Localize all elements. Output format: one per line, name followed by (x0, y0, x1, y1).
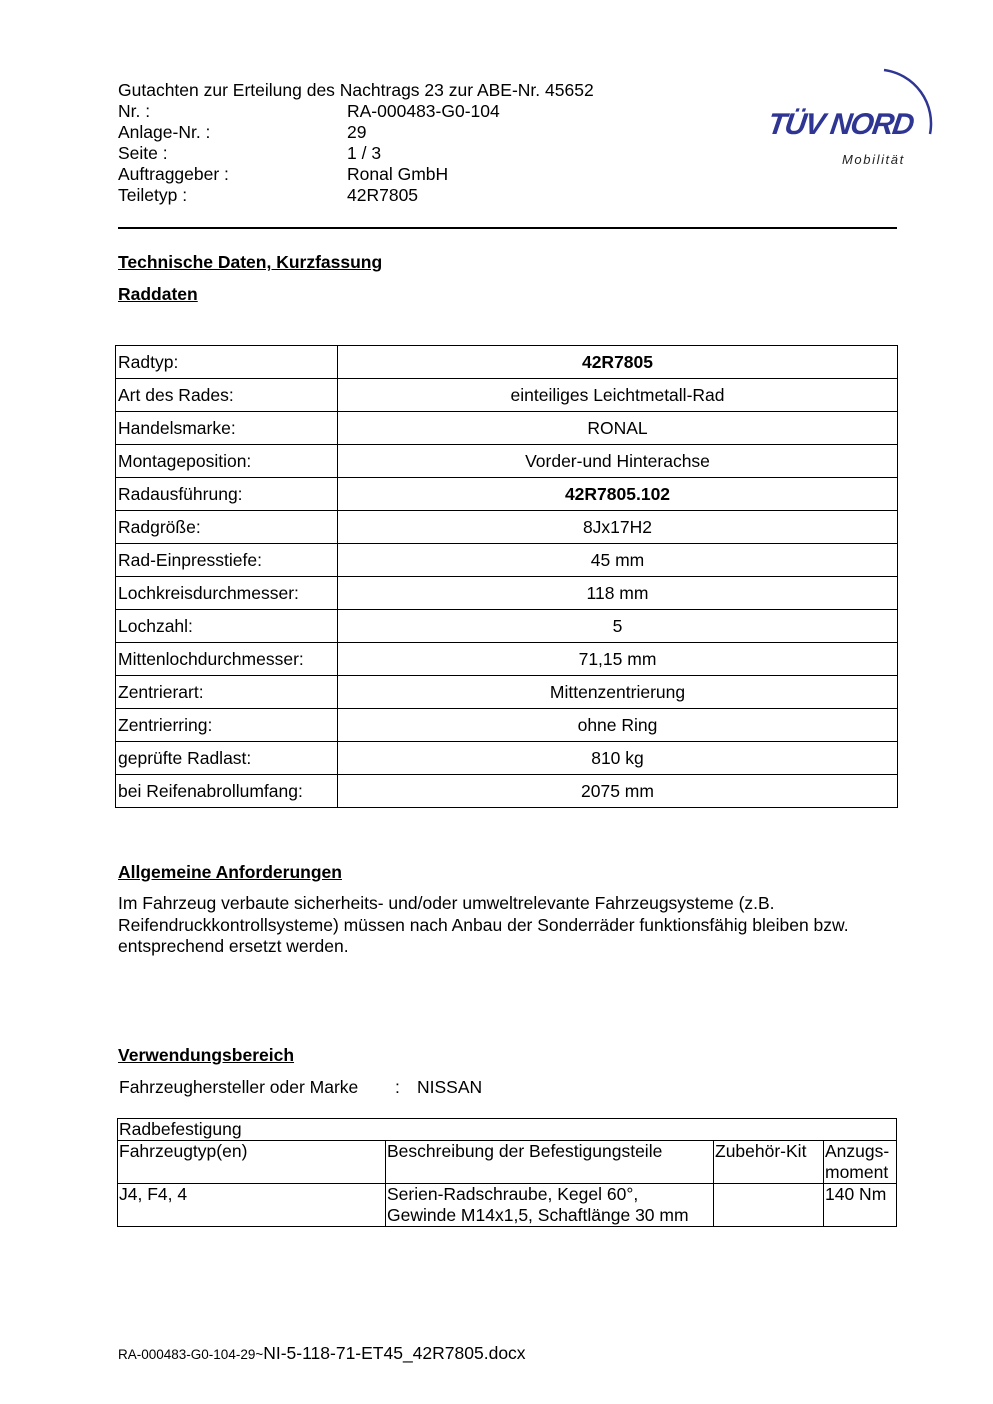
row-label: Radausführung: (116, 478, 338, 511)
table-row (116, 643, 898, 676)
row-value: 8Jx17H2 (338, 511, 898, 544)
cell-zubehoer-kit (714, 1184, 824, 1227)
row-value: 42R7805.102 (338, 478, 898, 511)
header-title: Gutachten zur Erteilung des Nachtrags 23 zur ABE-Nr. 45652 (118, 80, 594, 100)
header-row-anlage (118, 122, 594, 143)
row-value: 71,15 mm (338, 643, 898, 676)
table-row (116, 742, 898, 775)
marke-separator: : (395, 1077, 400, 1097)
table-row (116, 445, 898, 478)
header-label: Seite : (118, 143, 168, 163)
cell-beschreibung (386, 1184, 714, 1227)
row-label: Mittenlochdurchmesser: (116, 643, 338, 676)
table-row (116, 544, 898, 577)
table-row (116, 676, 898, 709)
marke-line (119, 1077, 482, 1098)
table-row (116, 511, 898, 544)
table-row (118, 1119, 897, 1141)
document-footer (118, 1343, 526, 1364)
column-header-line: moment (825, 1162, 889, 1182)
column-header-anzugsmoment (824, 1141, 897, 1184)
column-header-line: Anzugs- (825, 1141, 890, 1161)
row-label: Zentrierring: (116, 709, 338, 742)
table-row (116, 412, 898, 445)
row-value: 42R7805 (338, 346, 898, 379)
row-value: ohne Ring (338, 709, 898, 742)
marke-value: NISSAN (417, 1077, 483, 1097)
column-header-beschreibung: Beschreibung der Befestigungsteile (386, 1141, 714, 1184)
row-value: Mittenzentrierung (338, 676, 898, 709)
tuv-nord-logo (764, 58, 944, 172)
table-row (116, 775, 898, 808)
table-row (116, 610, 898, 643)
table-row (116, 346, 898, 379)
logo-brand: TÜV NORD (765, 108, 916, 141)
row-label: Montageposition: (116, 445, 338, 478)
table-row (116, 478, 898, 511)
row-label: Rad-Einpresstiefe: (116, 544, 338, 577)
table-row (118, 1184, 897, 1227)
befestigung-title: Radbefestigung (118, 1119, 897, 1141)
row-value: 810 kg (338, 742, 898, 775)
footer-prefix: RA-000483-G0-104-29~ (118, 1347, 264, 1362)
footer-filename: NI-5-118-71-ET45_42R7805.docx (263, 1343, 526, 1363)
header-value: Ronal GmbH (347, 164, 449, 184)
header-divider (118, 227, 897, 229)
row-label: Zentrierart: (116, 676, 338, 709)
header-value: RA-000483-G0-104 (347, 101, 500, 121)
heading-raddaten: Raddaten (118, 284, 198, 304)
header-value: 1 / 3 (347, 143, 382, 163)
heading-technische-daten: Technische Daten, Kurzfassung (118, 252, 383, 272)
cell-line: Gewinde M14x1,5, Schaftlänge 30 mm (387, 1205, 689, 1225)
row-value: 45 mm (338, 544, 898, 577)
allgemeine-paragraph: Im Fahrzeug verbaute sicherheits- und/oder umweltrelevante Fahrzeugsysteme (z.B. Reifendruckkontrollsysteme) müssen nach Anbau der Sonderräder funktionsfähig bleiben bzw. entsprechend ersetzt werden. (118, 893, 849, 956)
header-label: Nr. : (118, 101, 151, 121)
raddaten-table (115, 345, 898, 808)
row-label: Lochkreisdurchmesser: (116, 577, 338, 610)
row-label: Lochzahl: (116, 610, 338, 643)
cell-fahrzeugtyp: J4, F4, 4 (118, 1184, 386, 1227)
row-value: Vorder-und Hinterachse (338, 445, 898, 478)
document-header (118, 80, 594, 206)
befestigung-table (117, 1118, 897, 1227)
row-label: Handelsmarke: (116, 412, 338, 445)
header-label: Auftraggeber : (118, 164, 229, 184)
heading-verwendungsbereich: Verwendungsbereich (118, 1045, 295, 1065)
row-label: Radtyp: (116, 346, 338, 379)
row-value: RONAL (338, 412, 898, 445)
header-value: 42R7805 (347, 185, 419, 205)
table-row (116, 379, 898, 412)
row-label: geprüfte Radlast: (116, 742, 338, 775)
column-header-fahrzeugtyp: Fahrzeugtyp(en) (118, 1141, 386, 1184)
column-header-zubehoer-kit: Zubehör-Kit (714, 1141, 824, 1184)
row-label: bei Reifenabrollumfang: (116, 775, 338, 808)
table-row (116, 577, 898, 610)
header-row-nr (118, 101, 594, 122)
row-value: 5 (338, 610, 898, 643)
header-label: Anlage-Nr. : (118, 122, 211, 142)
header-label: Teiletyp : (118, 185, 188, 205)
header-row-auftraggeber (118, 164, 594, 185)
heading-allgemeine-anforderungen: Allgemeine Anforderungen (118, 862, 342, 882)
header-value: 29 (347, 122, 367, 142)
cell-anzugsmoment: 140 Nm (824, 1184, 897, 1227)
row-value: 118 mm (338, 577, 898, 610)
marke-label: Fahrzeughersteller oder Marke (119, 1077, 359, 1097)
row-value: 2075 mm (338, 775, 898, 808)
table-header-row (118, 1141, 897, 1184)
cell-line: Serien-Radschraube, Kegel 60°, (387, 1184, 639, 1204)
table-row (116, 709, 898, 742)
logo-subtitle: Mobilität (842, 152, 905, 167)
header-row-teiletyp (118, 185, 594, 206)
row-label: Art des Rades: (116, 379, 338, 412)
row-value: einteiliges Leichtmetall-Rad (338, 379, 898, 412)
row-label: Radgröße: (116, 511, 338, 544)
header-row-seite (118, 143, 594, 164)
